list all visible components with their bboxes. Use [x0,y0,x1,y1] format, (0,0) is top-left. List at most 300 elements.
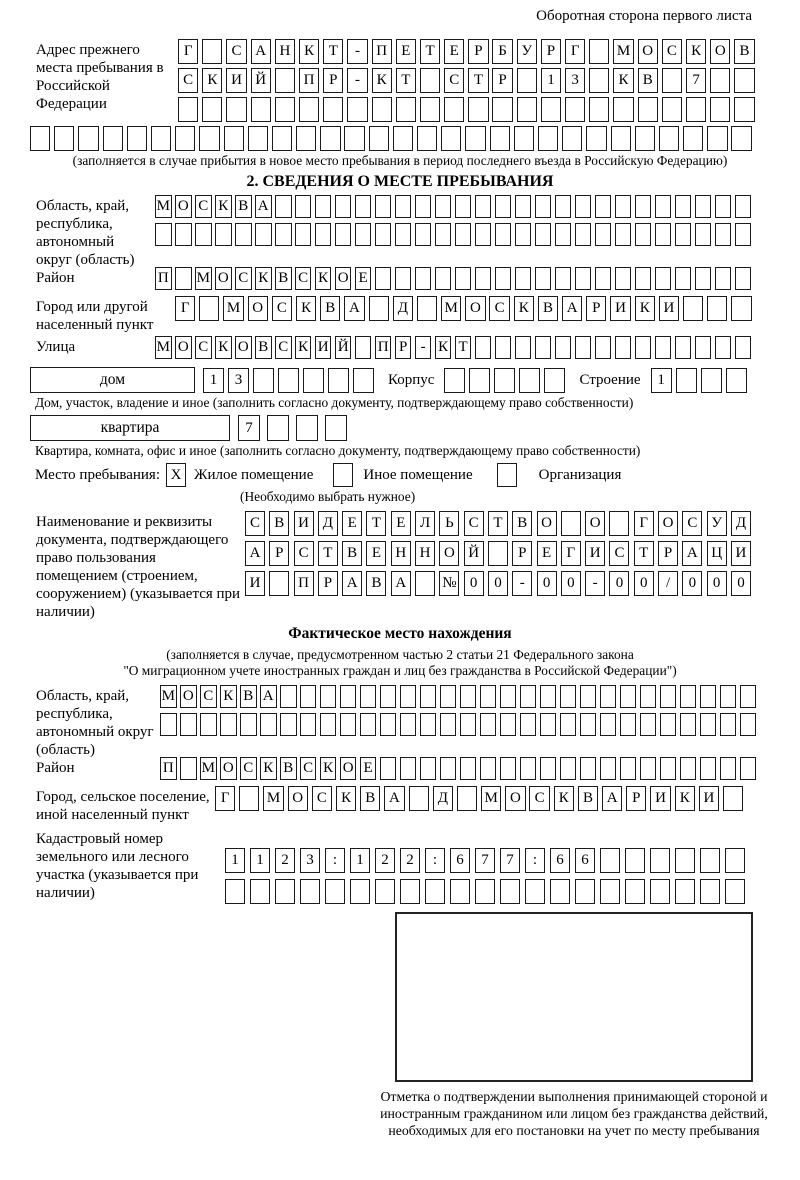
char-box[interactable] [676,368,697,393]
char-box[interactable]: О [175,336,192,359]
char-box[interactable]: П [155,267,172,290]
char-box[interactable] [440,685,457,708]
char-box[interactable] [441,126,461,151]
other-premises-checkbox[interactable] [333,463,353,487]
char-box[interactable]: А [260,685,277,708]
char-box[interactable]: 0 [464,571,484,596]
char-box[interactable]: 0 [731,571,751,596]
char-box[interactable]: Р [323,68,343,93]
char-box[interactable] [420,97,440,122]
char-box[interactable]: М [195,267,212,290]
char-box[interactable] [480,713,497,736]
char-box[interactable]: 3 [228,368,249,393]
char-box[interactable]: В [255,336,272,359]
char-box[interactable]: Т [468,68,488,93]
char-box[interactable] [195,223,212,246]
char-box[interactable]: И [610,296,630,321]
char-box[interactable] [515,195,532,218]
char-box[interactable]: М [160,685,177,708]
char-box[interactable] [600,879,620,904]
char-box[interactable]: К [220,685,237,708]
char-box[interactable] [700,848,720,873]
char-box[interactable] [655,267,672,290]
char-box[interactable] [355,195,372,218]
char-box[interactable]: В [366,571,386,596]
char-box[interactable]: А [562,296,582,321]
char-box[interactable] [560,757,577,780]
char-box[interactable]: А [602,786,622,811]
char-box[interactable] [575,267,592,290]
char-box[interactable]: К [260,757,277,780]
char-box[interactable] [662,97,682,122]
char-box[interactable]: И [315,336,332,359]
char-box[interactable]: В [360,786,380,811]
char-box[interactable]: С [464,511,484,536]
char-box[interactable] [575,223,592,246]
char-box[interactable]: Г [561,541,581,566]
char-box[interactable]: Н [415,541,435,566]
char-box[interactable] [353,368,374,393]
char-box[interactable] [469,368,490,393]
char-box[interactable]: Р [468,39,488,64]
char-box[interactable] [175,126,195,151]
char-box[interactable]: - [512,571,532,596]
char-box[interactable] [695,267,712,290]
char-box[interactable] [435,267,452,290]
char-box[interactable]: Е [537,541,557,566]
char-box[interactable]: : [425,848,445,873]
char-box[interactable] [625,848,645,873]
char-box[interactable]: С [240,757,257,780]
char-box[interactable]: М [613,39,633,64]
char-box[interactable] [660,713,677,736]
char-box[interactable] [544,368,565,393]
char-box[interactable] [535,267,552,290]
char-box[interactable]: Н [391,541,411,566]
char-box[interactable]: С [489,296,509,321]
char-box[interactable]: С [609,541,629,566]
char-box[interactable]: 1 [541,68,561,93]
char-box[interactable] [613,97,633,122]
char-box[interactable]: М [223,296,243,321]
char-box[interactable]: М [441,296,461,321]
char-box[interactable]: В [240,685,257,708]
char-box[interactable] [620,713,637,736]
char-box[interactable] [360,713,377,736]
char-box[interactable] [480,757,497,780]
char-box[interactable]: - [347,68,367,93]
char-box[interactable] [520,757,537,780]
char-box[interactable] [707,126,727,151]
char-box[interactable] [635,267,652,290]
char-box[interactable] [417,296,437,321]
char-box[interactable]: Р [658,541,678,566]
char-box[interactable] [555,223,572,246]
char-box[interactable] [275,879,295,904]
char-box[interactable] [620,757,637,780]
char-box[interactable]: С [195,336,212,359]
char-box[interactable] [635,336,652,359]
char-box[interactable] [225,879,245,904]
char-box[interactable]: В [638,68,658,93]
char-box[interactable]: О [505,786,525,811]
char-box[interactable] [460,757,477,780]
char-box[interactable] [395,223,412,246]
char-box[interactable] [638,97,658,122]
char-box[interactable] [260,713,277,736]
char-box[interactable] [575,879,595,904]
char-box[interactable] [640,757,657,780]
char-box[interactable]: 3 [300,848,320,873]
char-box[interactable]: А [344,296,364,321]
char-box[interactable] [700,757,717,780]
char-box[interactable] [199,296,219,321]
char-box[interactable] [575,195,592,218]
char-box[interactable] [475,195,492,218]
char-box[interactable]: К [613,68,633,93]
char-box[interactable] [468,97,488,122]
char-box[interactable] [595,195,612,218]
char-box[interactable] [226,97,246,122]
char-box[interactable] [415,195,432,218]
char-box[interactable] [589,39,609,64]
char-box[interactable] [720,757,737,780]
char-box[interactable] [375,267,392,290]
char-box[interactable] [355,336,372,359]
char-box[interactable]: Р [395,336,412,359]
char-box[interactable]: И [650,786,670,811]
char-box[interactable]: М [155,336,172,359]
char-box[interactable]: 2 [275,848,295,873]
char-box[interactable] [444,97,464,122]
char-box[interactable] [465,126,485,151]
char-box[interactable] [220,713,237,736]
char-box[interactable] [495,336,512,359]
char-box[interactable]: Е [391,511,411,536]
char-box[interactable] [655,223,672,246]
char-box[interactable] [525,879,545,904]
char-box[interactable]: 0 [707,571,727,596]
char-box[interactable] [103,126,123,151]
char-box[interactable]: 6 [550,848,570,873]
char-box[interactable] [560,713,577,736]
char-box[interactable] [300,685,317,708]
char-box[interactable]: М [263,786,283,811]
char-box[interactable]: К [202,68,222,93]
char-box[interactable] [675,336,692,359]
char-box[interactable] [495,223,512,246]
char-box[interactable]: К [295,336,312,359]
char-box[interactable] [609,511,629,536]
char-box[interactable] [200,713,217,736]
char-box[interactable]: 6 [575,848,595,873]
char-box[interactable] [409,786,429,811]
char-box[interactable] [444,368,465,393]
char-box[interactable] [415,223,432,246]
char-box[interactable]: П [160,757,177,780]
char-box[interactable]: В [235,195,252,218]
char-box[interactable] [275,97,295,122]
char-box[interactable] [683,296,703,321]
char-box[interactable]: О [235,336,252,359]
char-box[interactable] [520,713,537,736]
char-box[interactable] [695,223,712,246]
char-box[interactable] [235,223,252,246]
char-box[interactable]: 6 [450,848,470,873]
char-box[interactable] [535,195,552,218]
char-box[interactable] [675,848,695,873]
char-box[interactable] [155,223,172,246]
char-box[interactable] [280,713,297,736]
char-box[interactable]: П [299,68,319,93]
char-box[interactable]: 7 [238,415,260,441]
char-box[interactable]: О [585,511,605,536]
char-box[interactable] [455,195,472,218]
char-box[interactable] [700,879,720,904]
char-box[interactable] [720,713,737,736]
char-box[interactable] [540,757,557,780]
char-box[interactable]: К [372,68,392,93]
char-box[interactable] [215,223,232,246]
char-box[interactable]: Т [323,39,343,64]
char-box[interactable] [680,685,697,708]
char-box[interactable]: Д [393,296,413,321]
char-box[interactable] [535,336,552,359]
char-box[interactable] [675,267,692,290]
char-box[interactable] [178,97,198,122]
char-box[interactable] [269,571,289,596]
char-box[interactable] [395,195,412,218]
char-box[interactable] [420,757,437,780]
char-box[interactable]: № [439,571,459,596]
char-box[interactable]: Р [541,39,561,64]
char-box[interactable]: С [682,511,702,536]
char-box[interactable] [300,713,317,736]
char-box[interactable]: 0 [561,571,581,596]
char-box[interactable]: Т [455,336,472,359]
char-box[interactable] [562,126,582,151]
char-box[interactable] [400,713,417,736]
char-box[interactable]: Б [492,39,512,64]
char-box[interactable]: К [296,296,316,321]
char-box[interactable]: Ь [439,511,459,536]
char-box[interactable]: А [255,195,272,218]
char-box[interactable]: Е [396,39,416,64]
char-box[interactable] [380,713,397,736]
char-box[interactable]: О [335,267,352,290]
char-box[interactable]: И [699,786,719,811]
char-box[interactable]: 2 [375,848,395,873]
char-box[interactable] [296,415,318,441]
char-box[interactable]: С [662,39,682,64]
char-box[interactable]: В [275,267,292,290]
char-box[interactable] [340,713,357,736]
char-box[interactable]: Г [178,39,198,64]
char-box[interactable]: А [391,571,411,596]
char-box[interactable] [620,685,637,708]
char-box[interactable] [561,511,581,536]
char-box[interactable]: 0 [634,571,654,596]
char-box[interactable]: В [320,296,340,321]
char-box[interactable]: К [435,336,452,359]
char-box[interactable] [435,223,452,246]
char-box[interactable] [740,713,757,736]
char-box[interactable]: Й [251,68,271,93]
char-box[interactable] [400,879,420,904]
char-box[interactable]: С [529,786,549,811]
char-box[interactable]: 1 [350,848,370,873]
char-box[interactable] [425,879,445,904]
char-box[interactable] [710,97,730,122]
char-box[interactable]: Р [492,68,512,93]
char-box[interactable]: Д [318,511,338,536]
char-box[interactable] [400,685,417,708]
char-box[interactable] [335,195,352,218]
char-box[interactable] [295,195,312,218]
char-box[interactable]: : [325,848,345,873]
char-box[interactable] [735,267,752,290]
char-box[interactable] [715,223,732,246]
char-box[interactable] [540,685,557,708]
char-box[interactable] [538,126,558,151]
char-box[interactable] [720,685,737,708]
char-box[interactable] [127,126,147,151]
char-box[interactable] [515,223,532,246]
char-box[interactable] [680,713,697,736]
char-box[interactable]: С [312,786,332,811]
char-box[interactable]: П [375,336,392,359]
char-box[interactable]: Ц [707,541,727,566]
char-box[interactable] [475,267,492,290]
char-box[interactable] [255,223,272,246]
char-box[interactable] [540,713,557,736]
char-box[interactable] [490,126,510,151]
char-box[interactable] [731,296,751,321]
char-box[interactable] [315,195,332,218]
char-box[interactable] [686,97,706,122]
char-box[interactable] [492,97,512,122]
char-box[interactable]: А [682,541,702,566]
char-box[interactable] [726,368,747,393]
char-box[interactable] [710,68,730,93]
char-box[interactable]: Е [360,757,377,780]
char-box[interactable] [580,713,597,736]
char-box[interactable] [355,223,372,246]
char-box[interactable] [253,368,274,393]
char-box[interactable] [455,223,472,246]
char-box[interactable]: О [340,757,357,780]
char-box[interactable]: О [537,511,557,536]
char-box[interactable] [600,713,617,736]
char-box[interactable] [715,267,732,290]
char-box[interactable] [460,713,477,736]
char-box[interactable]: Р [626,786,646,811]
char-box[interactable] [725,879,745,904]
char-box[interactable]: Е [342,511,362,536]
char-box[interactable]: Г [565,39,585,64]
char-box[interactable] [635,195,652,218]
char-box[interactable] [344,126,364,151]
char-box[interactable] [455,267,472,290]
char-box[interactable]: - [347,39,367,64]
char-box[interactable]: О [248,296,268,321]
char-box[interactable] [299,97,319,122]
char-box[interactable]: О [220,757,237,780]
char-box[interactable] [495,267,512,290]
char-box[interactable] [175,267,192,290]
char-box[interactable]: Т [396,68,416,93]
char-box[interactable] [701,368,722,393]
char-box[interactable]: К [215,336,232,359]
char-box[interactable] [475,336,492,359]
char-box[interactable] [275,223,292,246]
char-box[interactable]: И [585,541,605,566]
char-box[interactable] [635,126,655,151]
char-box[interactable] [535,223,552,246]
char-box[interactable]: С [272,296,292,321]
char-box[interactable]: О [465,296,485,321]
char-box[interactable]: В [578,786,598,811]
char-box[interactable] [517,97,537,122]
char-box[interactable] [380,757,397,780]
char-box[interactable] [635,223,652,246]
char-box[interactable] [715,336,732,359]
char-box[interactable]: С [235,267,252,290]
char-box[interactable] [280,685,297,708]
char-box[interactable] [175,223,192,246]
char-box[interactable]: О [658,511,678,536]
char-box[interactable]: К [315,267,332,290]
char-box[interactable] [460,685,477,708]
char-box[interactable]: П [294,571,314,596]
char-box[interactable]: К [514,296,534,321]
char-box[interactable]: Е [355,267,372,290]
char-box[interactable] [272,126,292,151]
char-box[interactable] [740,685,757,708]
char-box[interactable] [615,336,632,359]
char-box[interactable] [700,713,717,736]
char-box[interactable]: Т [488,511,508,536]
char-box[interactable] [655,195,672,218]
char-box[interactable] [360,685,377,708]
char-box[interactable] [480,685,497,708]
char-box[interactable] [650,848,670,873]
char-box[interactable] [199,126,219,151]
char-box[interactable] [415,571,435,596]
char-box[interactable]: К [320,757,337,780]
char-box[interactable] [595,267,612,290]
char-box[interactable]: Р [512,541,532,566]
char-box[interactable] [675,223,692,246]
char-box[interactable] [224,126,244,151]
char-box[interactable] [611,126,631,151]
char-box[interactable] [396,97,416,122]
char-box[interactable]: Р [318,571,338,596]
char-box[interactable] [30,126,50,151]
char-box[interactable]: В [538,296,558,321]
char-box[interactable] [78,126,98,151]
char-box[interactable]: И [731,541,751,566]
char-box[interactable] [514,126,534,151]
char-box[interactable] [595,336,612,359]
char-box[interactable] [650,879,670,904]
char-box[interactable]: С [245,511,265,536]
char-box[interactable]: И [659,296,679,321]
char-box[interactable] [488,541,508,566]
char-box[interactable] [735,195,752,218]
char-box[interactable]: С [294,541,314,566]
char-box[interactable]: Т [634,541,654,566]
